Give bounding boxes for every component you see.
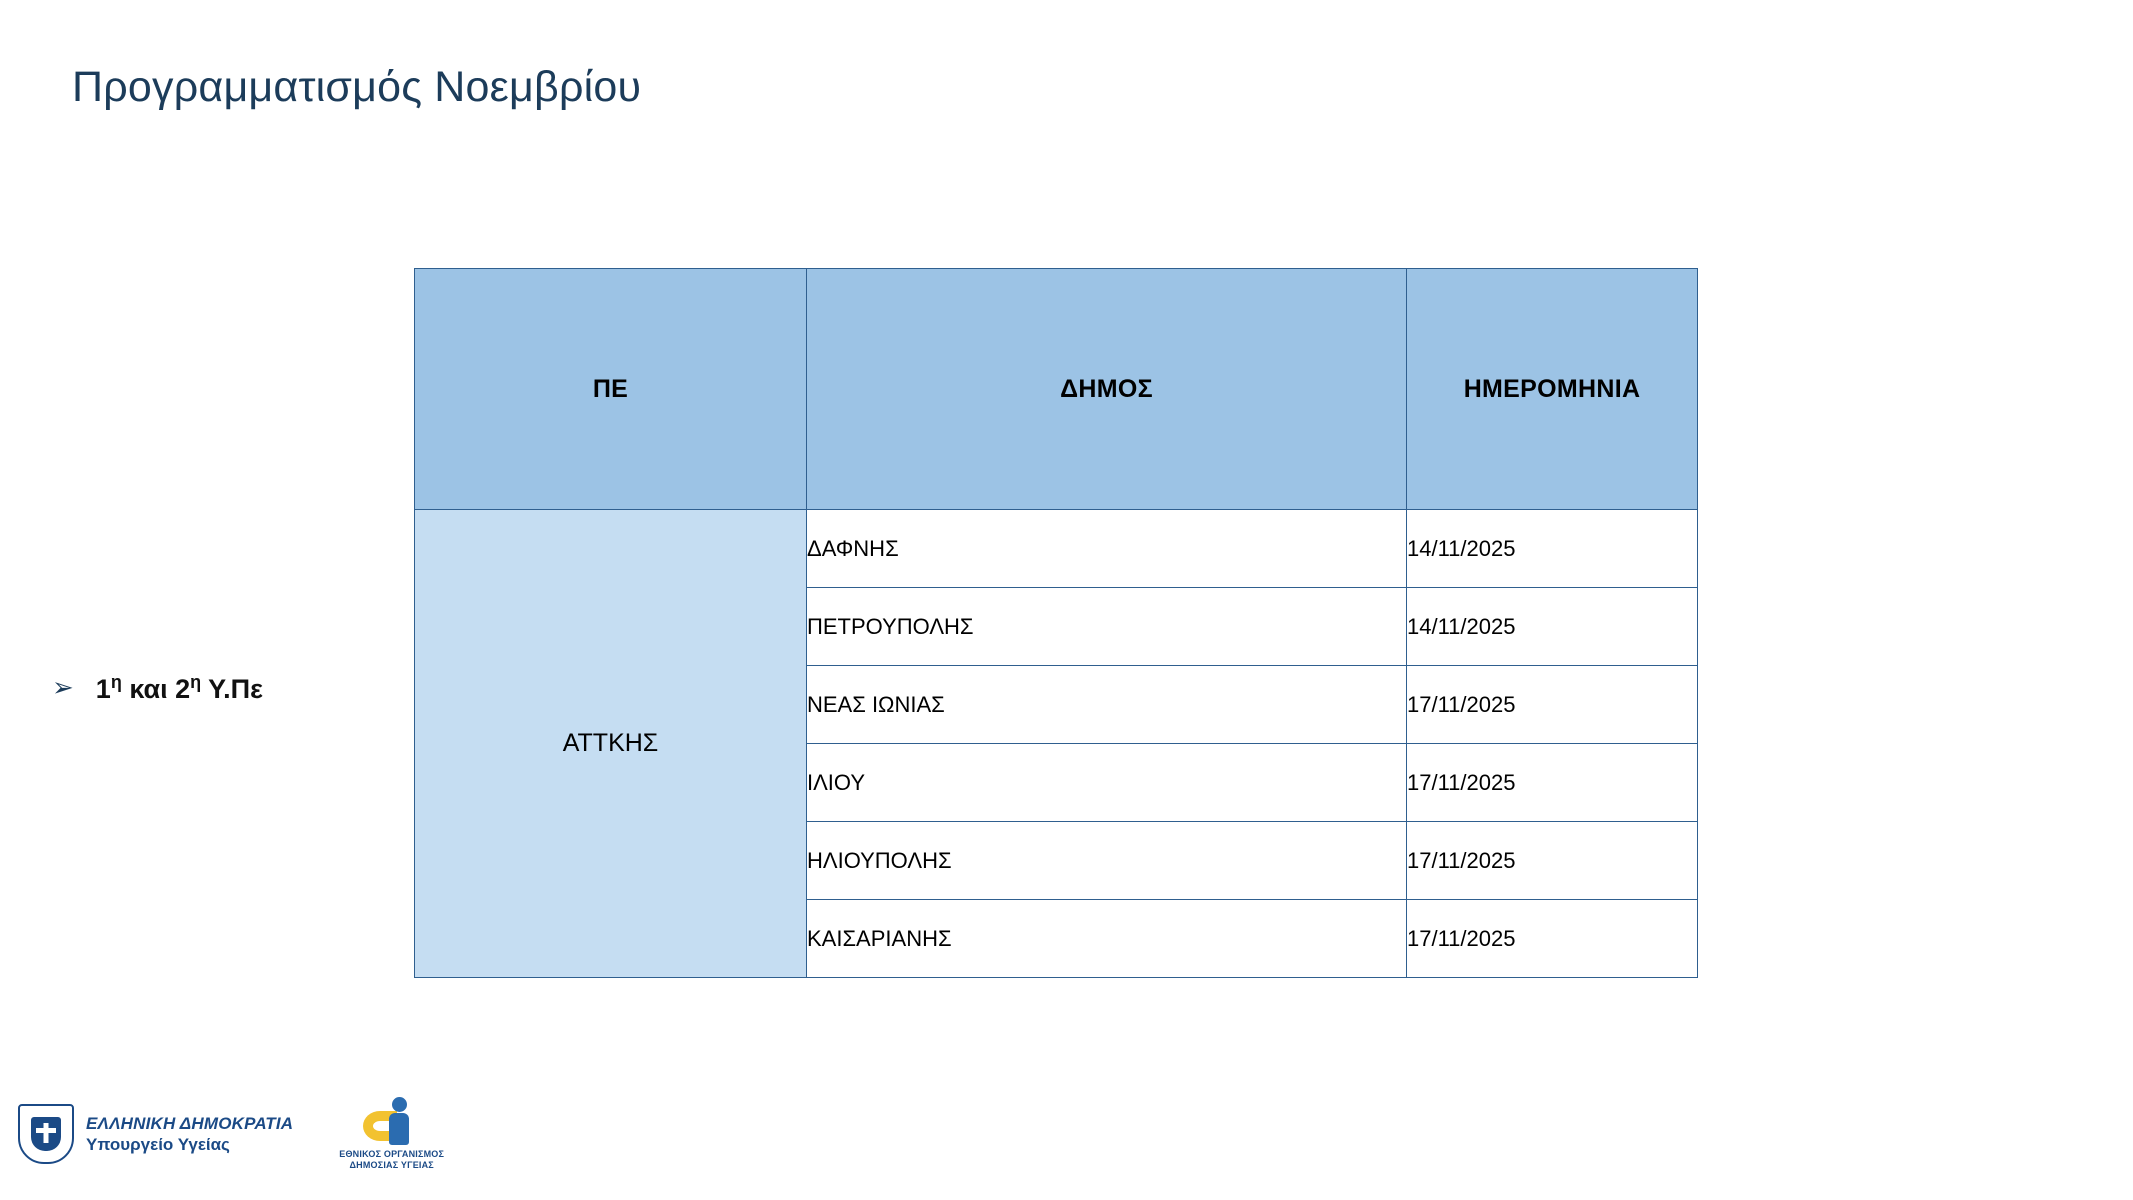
table-header (415, 269, 1698, 510)
cell-date: 17/11/2025 (1407, 900, 1698, 978)
bullet-suffix: Υ.Πε (201, 674, 263, 704)
hellenic-republic-line1: ΕΛΛΗΝΙΚΗ ΔΗΜΟΚΡΑΤΙΑ (86, 1113, 294, 1133)
cell-date: 17/11/2025 (1407, 744, 1698, 822)
bullet-sup-2: η (190, 672, 202, 692)
bullet-prefix: 1 (95, 674, 111, 704)
shield-icon (31, 1117, 61, 1151)
eody-head-icon (392, 1097, 407, 1112)
cell-pe-group: ΑΤΤΚΗΣ (415, 510, 807, 978)
table-header-row (415, 269, 1698, 510)
cell-date: 14/11/2025 (1407, 588, 1698, 666)
cell-dimos: ΗΛΙΟΥΠΟΛΗΣ (807, 822, 1407, 900)
cell-date: 14/11/2025 (1407, 510, 1698, 588)
cell-date: 17/11/2025 (1407, 666, 1698, 744)
cell-dimos: ΝΕΑΣ ΙΩΝΙΑΣ (807, 666, 1407, 744)
eody-line2: ΔΗΜΟΣΙΑΣ ΥΓΕΙΑΣ (349, 1160, 434, 1170)
bullet-item-label (96, 672, 263, 705)
bullet-arrow-icon: ➢ (52, 672, 74, 702)
hellenic-republic-logo (18, 1104, 293, 1164)
bullet-item (52, 672, 263, 705)
page-title: Προγραμματισμός Νοεμβρίου (72, 63, 642, 111)
column-header-dimos: ΔΗΜΟΣ (807, 269, 1407, 510)
table-row (415, 510, 1698, 588)
cell-dimos: ΙΛΙΟΥ (807, 744, 1407, 822)
cell-date: 17/11/2025 (1407, 822, 1698, 900)
cell-dimos: ΔΑΦΝΗΣ (807, 510, 1407, 588)
column-header-date: ΗΜΕΡΟΜΗΝΙΑ (1407, 269, 1698, 510)
hellenic-republic-line2: Υπουργείο Υγείας (86, 1135, 230, 1154)
bullet-sup-1: η (110, 672, 122, 692)
eody-body-icon (389, 1113, 409, 1145)
cell-dimos: ΠΕΤΡΟΥΠΟΛΗΣ (807, 588, 1407, 666)
bullet-middle: και 2 (121, 674, 191, 704)
eody-line1: ΕΘΝΙΚΟΣ ΟΡΓΑΝΙΣΜΟΣ (339, 1149, 445, 1160)
hellenic-republic-text (86, 1113, 293, 1156)
schedule-table (414, 268, 1698, 978)
cell-dimos: ΚΑΙΣΑΡΙΑΝΗΣ (807, 900, 1407, 978)
eody-person-icon (361, 1097, 423, 1145)
footer-logos (18, 1088, 444, 1180)
column-header-pe: ΠΕ (415, 269, 807, 510)
table-body (415, 510, 1698, 978)
greek-coat-of-arms-icon (18, 1104, 74, 1164)
eody-text (339, 1149, 444, 1171)
eody-logo (339, 1097, 444, 1171)
schedule-table-container (414, 268, 1697, 978)
